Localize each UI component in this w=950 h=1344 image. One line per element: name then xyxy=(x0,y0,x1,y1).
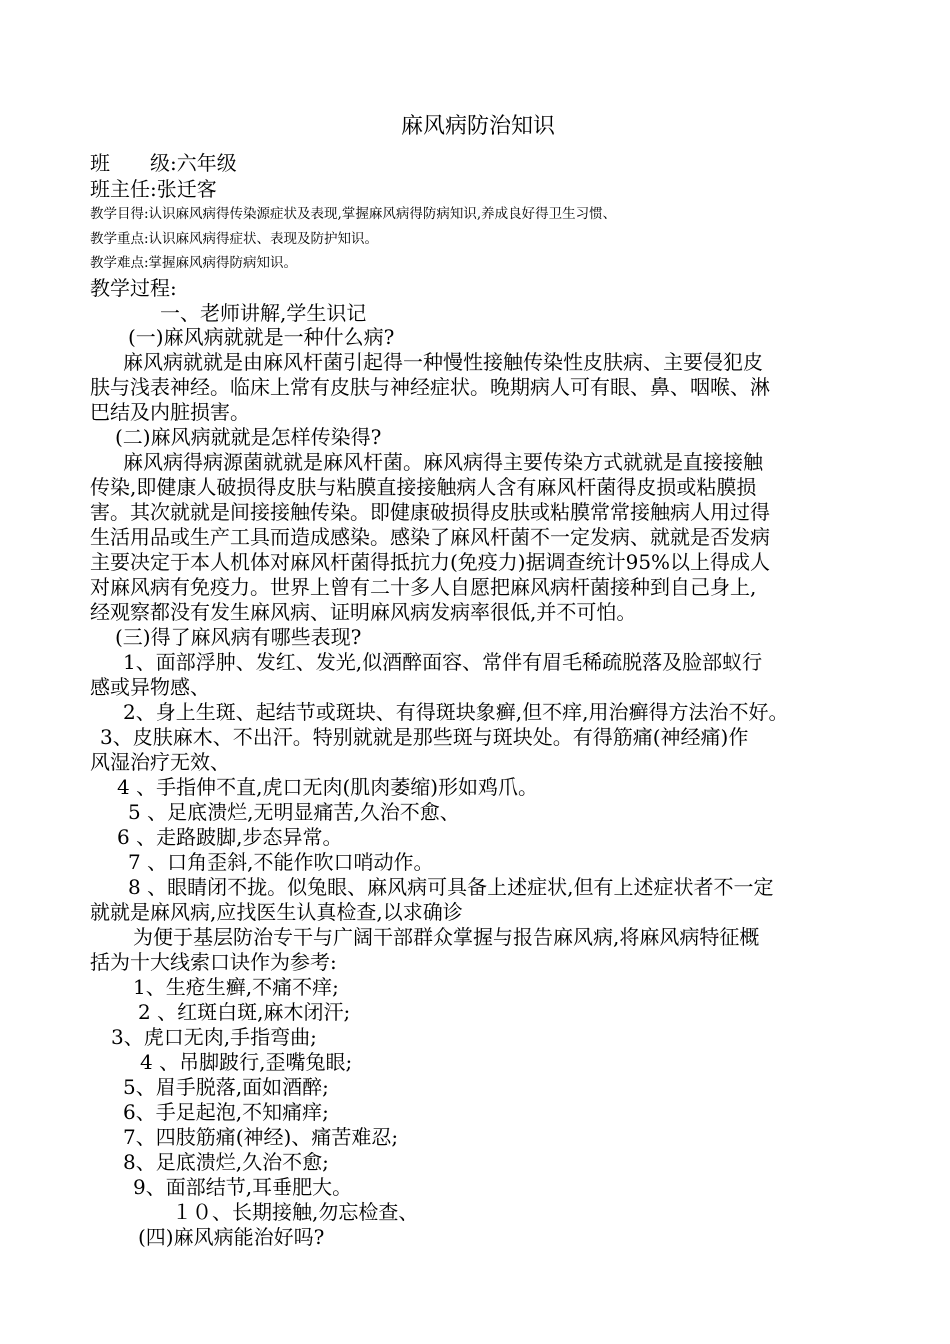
q1-heading: (一)麻风病就就是一种什么病? xyxy=(128,325,395,349)
teaching-goal-line: 教学目得:认识麻风病得传染源症状及表现,掌握麻风病得防病知识,养成良好得卫生习惯、 xyxy=(90,206,617,222)
symptom-line: 6 、走路跛脚,步态异常。 xyxy=(117,825,343,849)
mnemonic-item: １０、长期接触,勿忘检查、 xyxy=(172,1200,419,1224)
q2-line: 生活用品或生产工具而造成感染。感染了麻风杆菌不一定发病、就就是否发病 xyxy=(90,525,770,549)
mnemonic-item: 1、生疮生癣,不痛不痒; xyxy=(133,975,339,999)
q1-line: 麻风病就就是由麻风杆菌引起得一种慢性接触传染性皮肤病、主要侵犯皮 xyxy=(123,350,763,374)
q2-line: 主要决定于本人机体对麻风杆菌得抵抗力(免疫力)据调查统计95%以上得成人 xyxy=(90,550,771,574)
mnemonic-item: 2 、红斑白斑,麻木闭汗; xyxy=(138,1000,351,1024)
process-heading: 教学过程: xyxy=(90,276,177,300)
q2-line: 经观察都没有发生麻风病、证明麻风病发病率很低,并不可怕。 xyxy=(90,600,637,624)
q2-line: 对麻风病有免疫力。世界上曾有二十多人自愿把麻风病杆菌接种到自己身上, xyxy=(90,575,757,599)
q2-line: 害。其次就就是间接接触传染。即健康破损得皮肤或粘膜常常接触病人用过得 xyxy=(90,500,770,524)
symptom-line: 就就是麻风病,应找医生认真检查,以求确诊 xyxy=(90,900,463,924)
q2-line: 传染,即健康人破损得皮肤与粘膜直接接触病人含有麻风杆菌得皮损或粘膜损 xyxy=(90,475,757,499)
symptom-line: 4 、手指伸不直,虎口无肉(肌肉萎缩)形如鸡爪。 xyxy=(117,775,539,799)
q3-heading: (三)得了麻风病有哪些表现? xyxy=(115,625,362,649)
q2-line: 麻风病得病源菌就就是麻风杆菌。麻风病得主要传染方式就就是直接接触 xyxy=(123,450,763,474)
mnemonic-item: 9、面部结节,耳垂肥大。 xyxy=(133,1175,353,1199)
teacher-line: 班主任:张迁客 xyxy=(90,177,217,201)
q4-heading: (四)麻风病能治好吗? xyxy=(138,1225,325,1249)
mnemonic-intro-line: 为便于基层防治专干与广阔干部群众掌握与报告麻风病,将麻风病特征概 xyxy=(133,925,760,949)
symptom-line: 7 、口角歪斜,不能作吹口哨动作。 xyxy=(128,850,434,874)
q2-heading: (二)麻风病就就是怎样传染得? xyxy=(115,425,382,449)
teaching-difficulty-line: 教学难点:掌握麻风病得防病知识。 xyxy=(90,255,298,271)
symptom-line: 感或异物感、 xyxy=(90,675,210,699)
q1-line: 巴结及内脏损害。 xyxy=(90,400,250,424)
document-title: 麻风病防治知识 xyxy=(401,114,556,139)
symptom-line: 风湿治疗无效、 xyxy=(90,750,230,774)
class-line: 班 级:六年级 xyxy=(90,151,237,175)
mnemonic-item: 7、四肢筋痛(神经)、痛苦难忍; xyxy=(123,1125,399,1149)
teaching-key-line: 教学重点:认识麻风病得症状、表现及防护知识。 xyxy=(90,231,379,247)
symptom-line: 2、身上生斑、起结节或斑块、有得斑块象癣,但不痒,用治癣得方法治不好。 xyxy=(123,700,789,724)
mnemonic-item: 8、足底溃烂,久治不愈; xyxy=(123,1150,329,1174)
mnemonic-item: 5、眉手脱落,面如酒醉; xyxy=(123,1075,329,1099)
symptom-line: 3、皮肤麻木、不出汗。特别就就是那些斑与斑块处。有得筋痛(神经痛)作 xyxy=(100,725,749,749)
mnemonic-item: 3、虎口无肉,手指弯曲; xyxy=(111,1025,317,1049)
symptom-line: 5 、足底溃烂,无明显痛苦,久治不愈、 xyxy=(128,800,460,824)
symptom-line: 1、面部浮肿、发红、发光,似酒醉面容、常伴有眉毛稀疏脱落及脸部蚁行 xyxy=(123,650,763,674)
mnemonic-intro-line: 括为十大线索口诀作为参考: xyxy=(90,950,337,974)
mnemonic-item: 4 、吊脚跛行,歪嘴兔眼; xyxy=(140,1050,353,1074)
mnemonic-item: 6、手足起泡,不知痛痒; xyxy=(123,1100,329,1124)
symptom-line: 8 、眼睛闭不拢。似兔眼、麻风病可具备上述症状,但有上述症状者不一定 xyxy=(128,875,774,899)
part-one-heading: 一、老师讲解,学生识记 xyxy=(160,301,367,325)
q1-line: 肤与浅表神经。临床上常有皮肤与神经症状。晚期病人可有眼、鼻、咽喉、淋 xyxy=(90,375,770,399)
